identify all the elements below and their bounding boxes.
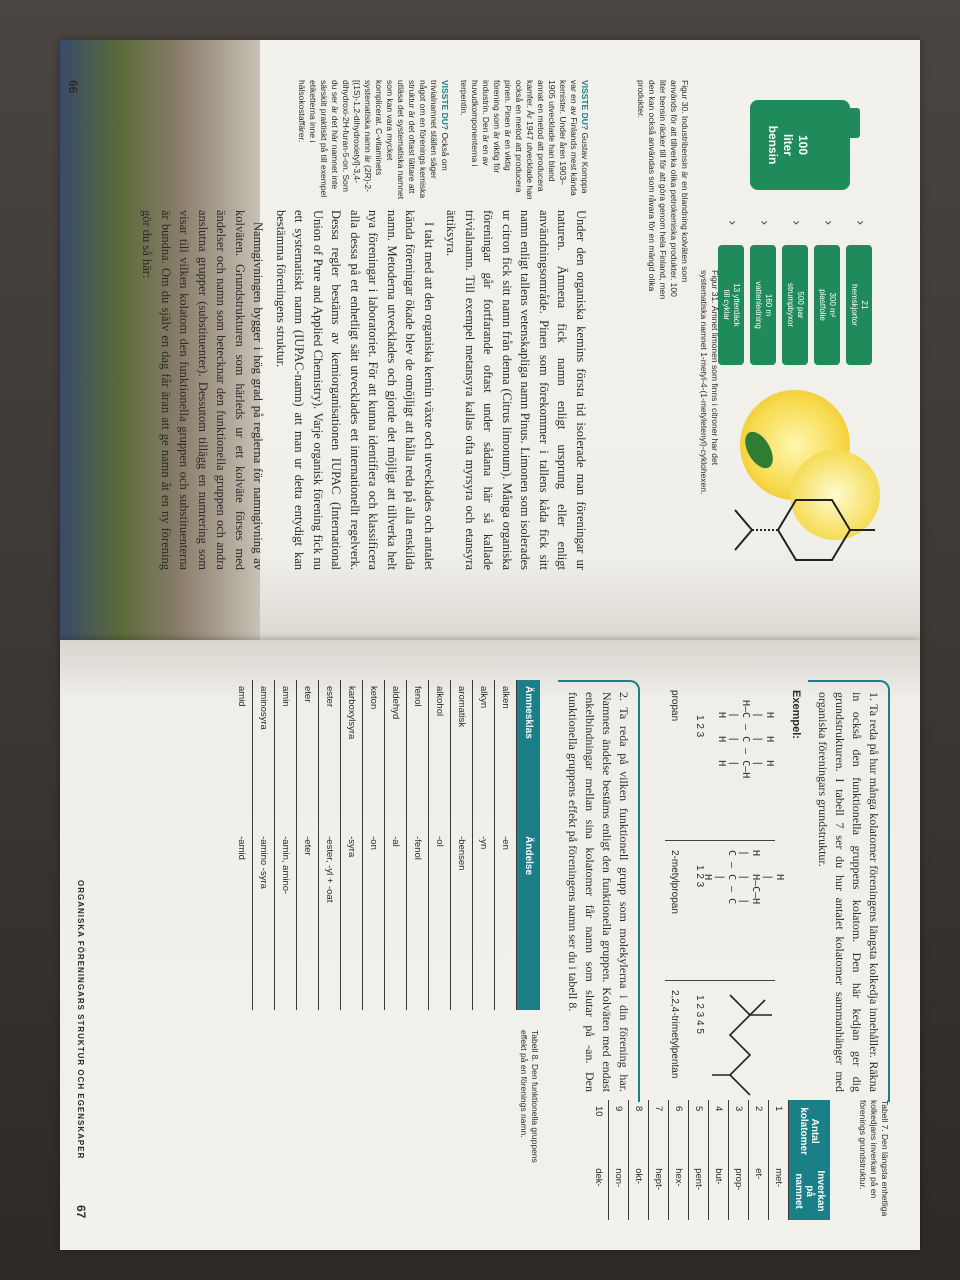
table-row xyxy=(407,680,429,1010)
table-row xyxy=(649,1100,669,1220)
table-cell: 2 xyxy=(749,1100,769,1162)
table-row xyxy=(253,680,275,1010)
visste-du-box-2: VISSTE DU? Också om trivialnamnet ställen säger något om en förenings kemiska struktur är det oftast lättare att utläsa det systematiska namnet som kan vara mycket komplicerat. C-vitaminets systematiska namn är (2R)-2-[(1S)-1,2-dihydroxietyl]-3,4-dihydroxi-2H-furan-5-on. Som du ser är det här namnet inte särskilt praktiskt på till exempel etiketterna inne i hälsokostaffärer. xyxy=(297,80,450,200)
example-numbering: 1 2 3 xyxy=(694,715,705,738)
page-67 xyxy=(60,640,920,1250)
table-cell: prop- xyxy=(729,1162,749,1220)
table-cell: hept- xyxy=(649,1162,669,1220)
table-cell: -ol xyxy=(429,830,451,1010)
table-row xyxy=(275,680,297,1010)
page-number: 67 xyxy=(74,1205,88,1219)
table-row xyxy=(709,1100,729,1220)
table-row xyxy=(231,680,253,1010)
example-name: 2,2,4-trimetylpentan xyxy=(669,990,680,1079)
table-cell: amin xyxy=(275,680,297,830)
table-row xyxy=(609,1100,629,1220)
table-cell: hex- xyxy=(669,1162,689,1220)
table-cell: -amin, amino- xyxy=(275,830,297,1010)
table-row xyxy=(729,1100,749,1220)
table-row xyxy=(341,680,363,1010)
table-row xyxy=(385,680,407,1010)
product-box: 500 par strumpbyxor xyxy=(782,245,808,365)
table-cell: -eter xyxy=(297,830,319,1010)
table-cell: eter xyxy=(297,680,319,830)
product-box: 300 m² plastfolie xyxy=(814,245,840,365)
arrow-icon: › xyxy=(820,220,836,226)
trimethylpentane-structure xyxy=(710,990,780,1100)
table-cell: fenol xyxy=(407,680,429,830)
table-cell: met- xyxy=(769,1162,789,1220)
example-name: propan xyxy=(669,690,680,722)
methylpropane-structure: H | H H—C—H | | | C — C — C | H xyxy=(702,850,785,905)
table-cell: 6 xyxy=(669,1100,689,1162)
table-cell: aldehyd xyxy=(385,680,407,830)
petrol-canister: 100 liter bensin xyxy=(750,100,850,190)
limonen-structure xyxy=(730,460,880,600)
table-row xyxy=(769,1100,789,1220)
table-cell: et- xyxy=(749,1162,769,1220)
example-label: Exempel: xyxy=(790,690,802,739)
arrow-icon: › xyxy=(852,220,868,226)
table-row xyxy=(473,680,495,1010)
page-footer: ORGANISKA FÖRENINGARS STRUKTUR OCH EGENSKAPER xyxy=(76,880,85,1160)
table-cell: okt- xyxy=(629,1162,649,1220)
table-row xyxy=(749,1100,769,1220)
table-cell: -on xyxy=(363,830,385,1010)
table-8-caption: Tabell 8. Den funktionella gruppens effekt på en förenings namn. xyxy=(519,1030,540,1163)
table-cell: alkyn xyxy=(473,680,495,830)
table-row xyxy=(319,680,341,1010)
visste-du-box-1: VISSTE DU? Gustav Komppa var en av Finlands mest kända kemister. Under åren 1903–1905 utvecklade han bland annat en metod att producera kamfer. År 1947 utvecklade han också en metod att producera pinen. Pinen är en viktig förening som är viktig för industrin. Den är en av huvudkomponenterna i terpentin. xyxy=(459,80,590,200)
table-cell: 5 xyxy=(689,1100,709,1162)
table-cell: karboxylsyra xyxy=(341,680,363,830)
arrow-icon: › xyxy=(724,220,740,226)
figure-30-caption: Figur 30. Industribensin är en blandning kolväten som används för att tillverka olika petrokemiska produkter. 100 liter bensin räcker till för att göra genom hela Finland, men den kan också användas som råvara för en mängd olika produkter. xyxy=(636,80,690,300)
table-row xyxy=(363,680,385,1010)
table-cell: 9 xyxy=(609,1100,629,1162)
table-7 xyxy=(589,1100,830,1220)
table-cell: but- xyxy=(709,1162,729,1220)
table-header: Antal kolatomer xyxy=(789,1100,831,1162)
table-cell: alkohol xyxy=(429,680,451,830)
table-cell: -en xyxy=(495,830,517,1010)
table-row xyxy=(589,1100,609,1220)
table-cell: 4 xyxy=(709,1100,729,1162)
table-cell: amid xyxy=(231,680,253,830)
table-header: Ämnesklas xyxy=(517,680,541,830)
table-cell: ester xyxy=(319,680,341,830)
table-row xyxy=(669,1100,689,1220)
table-cell: non- xyxy=(609,1162,629,1220)
table-cell: 8 xyxy=(629,1100,649,1162)
table-cell: keton xyxy=(363,680,385,830)
table-cell: aromatisk xyxy=(451,680,473,830)
table-header: Inverkan på namnet xyxy=(789,1162,831,1220)
table-cell: dek- xyxy=(589,1162,609,1220)
table-cell: 3 xyxy=(729,1100,749,1162)
table-cell: alken xyxy=(495,680,517,830)
table-cell: -fenol xyxy=(407,830,429,1010)
page-66 xyxy=(60,40,920,640)
table-cell: 1 xyxy=(769,1100,789,1162)
table-cell: 7 xyxy=(649,1100,669,1162)
table-cell: 10 xyxy=(589,1100,609,1162)
table-row xyxy=(451,680,473,1010)
propane-structure: H H H | | | H—C — C — C—H | | | H H H xyxy=(716,700,775,779)
table-cell: -bensen xyxy=(451,830,473,1010)
table-7-caption: Tabell 7. Den längsta enhetliga kolkedjans inverkan på en förenings grundstruktur. xyxy=(858,1100,890,1217)
product-box: 13 ytterdäck till cyklar xyxy=(718,245,744,365)
product-box: 160 m vattenledning xyxy=(750,245,776,365)
figure-31-caption: Figur 31. Ämnet limonen som finns i citroner har det systematiska namnet 1-metyl-4-(1-metyletenyl)-cyklohexen. xyxy=(699,270,720,495)
page-number: 66 xyxy=(66,80,80,94)
table-8 xyxy=(231,680,540,1010)
table-row xyxy=(689,1100,709,1220)
table-cell: -amino -syra xyxy=(253,830,275,1010)
table-row xyxy=(297,680,319,1010)
table-cell: aminosyra xyxy=(253,680,275,830)
table-cell: -syra xyxy=(341,830,363,1010)
table-header: Ändelse xyxy=(517,830,541,1010)
step-2-box: 2. Ta reda på vilken funktionell grupp som molekylerna i din förening har. Namnets ändelse bestäms enligt den funktionella gruppen. Kolväten med endast enkelbindningar mellan sina kolatomer får namn som slutar på -an. Den funktionella gruppens effekt på föreningens namn ser du i tabell 8. xyxy=(558,680,640,1102)
main-text: Under den organiska kemins första tid isolerade man föreningar ur naturen. Ämnena fick namn enligt ursprung eller enligt användningsområde. Pinen som förekommer i tallens kåda fick sitt namn enligt tallens vetenskapliga namn Pinus. Limonen som isolerades ur citron fick sitt namn från denna (Citrus limonum). Många organiska föreningar går fortfarande oftast under sådana här så kallade trivialnamn. Till exempel metansyra kallas ofta myrsyra och etansyra ättiksyra. I takt med att den organiska kemin växte och utvecklades och antalet kända föreningar ökade blev de omöjligt att hålla reda på alla enskilda namn. Metoderna utvecklades och gjorde det möjligt att tillverka helt nya föreningar i laboratoriet. För att kunna identifiera och klassificera alla dessa på ett enhetligt sätt utvecklades ett internationellt regelverk. Dessa regler bestäms av kemiorganisationen IUPAC (International Union of Pure and Applied Chemistry). Varje organisk förening fick nu ett systematiskt namn (IUPAC-namn) att man ur detta entydigt kan bestämma föreningens struktur. Namngivningen bygger i hög grad på reglerna för namngivning av kolväten. Grundstrukturen som härleds ur ett kolväte förses med ändelser och namn som betecknar den funktionella gruppen och andra anslutna grupper (substituenter). Dessutom tillägg en numrering som visar till vilken kolatom den funktionella gruppen och substituenterna är bundna. Om du själv en dag får äran att ge namn åt en ny förening gör du så här: xyxy=(140,210,588,570)
example-name: 2-metylpropan xyxy=(669,850,680,914)
table-cell: -amid xyxy=(231,830,253,1010)
step-1-box: 1. Ta reda på hur många kolatomer föreningens längsta kolkedja innehåller. Räkna in också den funktionella gruppens kolatom. Den här kedjan ger dig grundstrukturen. I tabell 7 ser du hur antalet kolatomer sammanhänger med organiska föreningars grundstruktur. xyxy=(808,680,890,1102)
table-cell: -al xyxy=(385,830,407,1010)
product-box: 21 hemskjortor xyxy=(846,245,872,365)
table-cell: pent- xyxy=(689,1162,709,1220)
table-row xyxy=(629,1100,649,1220)
table-cell: -yn xyxy=(473,830,495,1010)
example-numbering: 1 2 3 xyxy=(694,865,705,888)
arrow-icon: › xyxy=(756,220,772,226)
example-numbering: 1 2 3 4 5 xyxy=(694,995,705,1034)
arrow-icon: › xyxy=(788,220,804,226)
table-cell: -ester, -yl + -oat xyxy=(319,830,341,1010)
table-row xyxy=(429,680,451,1010)
table-row xyxy=(495,680,517,1010)
